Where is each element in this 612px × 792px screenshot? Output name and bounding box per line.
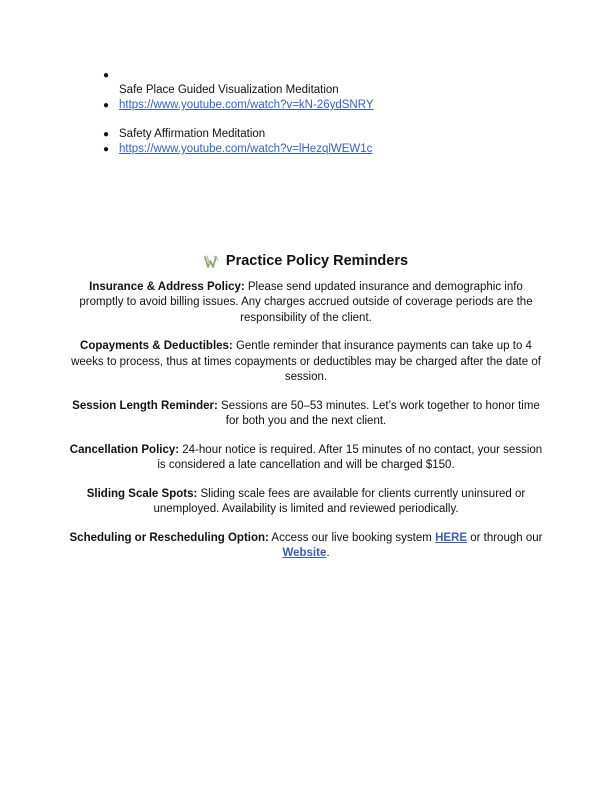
policy-text: Sessions are 50–53 minutes. Let’s work together to honor time for both you and the next client. xyxy=(221,399,540,427)
list-item xyxy=(100,83,560,98)
period-text: . xyxy=(326,547,330,559)
meditation-title: Safe Place Guided Visualization Meditation xyxy=(119,84,339,96)
bullet-icon: ● xyxy=(102,100,110,111)
policy-section xyxy=(66,254,546,575)
list-item xyxy=(100,127,560,142)
w-logo-icon xyxy=(204,255,220,269)
policy-item xyxy=(66,487,546,518)
empty-bullet-text xyxy=(119,68,560,83)
bullet-icon: ● xyxy=(102,129,110,140)
list-item xyxy=(100,142,560,157)
policy-item xyxy=(66,399,546,430)
bullet-icon: ● xyxy=(102,70,110,81)
policy-text: Gentle reminder that insurance payments can take up to 4 weeks to process, thus at times copayments or deductibles may be charged after the date of session. xyxy=(71,340,541,383)
policy-label: Insurance & Address Policy: xyxy=(89,280,245,293)
policy-text: Access our live booking system xyxy=(271,531,432,544)
policy-text: 24-hour notice is required. After 15 minutes of no contact, your session is considered a late cancellation and will be charged $150. xyxy=(157,443,543,471)
policy-text: Sliding scale fees are available for clients currently uninsured or unemployed. Availability is limited and reviewed periodically. xyxy=(153,487,526,515)
meditation-title: Safety Affirmation Meditation xyxy=(119,128,266,140)
list-item xyxy=(100,98,560,113)
website-link[interactable]: Website xyxy=(282,547,327,559)
list-item xyxy=(100,68,560,83)
policy-text: Please send updated insurance and demographic info promptly to avoid billing issues. Any charges accrued outside of coverage periods are the responsibility of the client. xyxy=(79,280,533,324)
policy-item xyxy=(66,443,546,474)
policy-label: Scheduling or Rescheduling Option: xyxy=(69,531,269,544)
meditation-link[interactable]: https://www.youtube.com/watch?v=lHezqlWEW1c xyxy=(119,143,373,155)
policy-item xyxy=(66,280,546,327)
page-title: Practice Policy Reminders xyxy=(225,253,409,269)
policy-heading xyxy=(66,254,546,270)
policy-item xyxy=(66,339,546,386)
meditation-list xyxy=(100,68,560,157)
booking-here-link[interactable]: HERE xyxy=(435,531,468,544)
policy-label: Sliding Scale Spots: xyxy=(86,487,198,500)
policy-label: Copayments & Deductibles: xyxy=(80,340,233,352)
policy-label: Cancellation Policy: xyxy=(69,443,180,456)
policy-text: or through our xyxy=(470,531,543,544)
bullet-icon: ● xyxy=(102,144,110,155)
policy-label: Session Length Reminder: xyxy=(72,399,218,412)
scheduling-item xyxy=(66,531,546,562)
meditation-link[interactable]: https://www.youtube.com/watch?v=kN-26ydSNRY xyxy=(119,99,374,111)
